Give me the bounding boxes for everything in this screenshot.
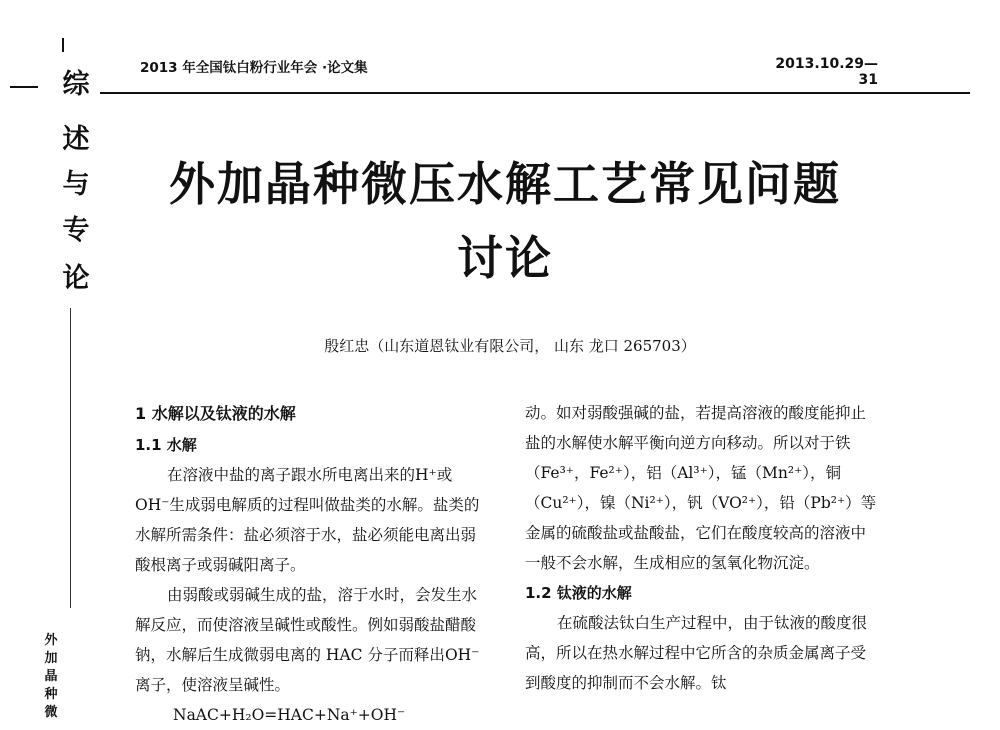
author-affiliation: 殷红忠（山东道恩钛业有限公司， 山东 龙口 265703） bbox=[324, 337, 696, 355]
side-column-char: 专 bbox=[62, 215, 90, 246]
side-article-char: 种 bbox=[44, 687, 58, 702]
left-column bbox=[135, 398, 485, 730]
ion-oh-minus: OH⁻ bbox=[444, 646, 480, 664]
ion-h-plus: H⁺ bbox=[415, 466, 437, 484]
side-article-char: 加 bbox=[44, 651, 58, 666]
side-article-char: 外 bbox=[44, 633, 58, 648]
hydrolysis-equation: NaAC+H₂O=HAC+Na⁺+OH⁻ bbox=[173, 706, 406, 724]
side-vertical-rule bbox=[70, 308, 71, 608]
side-column-char: 论 bbox=[62, 263, 90, 294]
paragraph-text: 生成弱电解质的过程叫做盐类的水解。盐类的水解所需条件：盐必须溶于水，盐必须能电离出弱酸根离子或弱碱阳离子。 bbox=[135, 496, 480, 574]
side-article-char: 晶 bbox=[44, 669, 58, 684]
section-heading: 1 水解以及钛液的水解 bbox=[135, 404, 296, 423]
side-dash-mark bbox=[10, 86, 38, 88]
paragraph: 在硫酸法钛白生产过程中，由于钛液的酸度很高，所以在热水解过程中它所含的杂质金属离子受到酸度的抑制而不会水解。钛 bbox=[525, 614, 868, 692]
side-column-char: 述 bbox=[62, 124, 90, 155]
paragraph-text: 离子，使溶液呈碱性。 bbox=[135, 676, 291, 694]
article-title-line1: 外加晶种微压水解工艺常见问题 bbox=[169, 157, 841, 211]
side-column-char: 与 bbox=[62, 169, 90, 200]
ion-oh-minus: OH⁻ bbox=[135, 496, 170, 514]
header-rule bbox=[100, 92, 970, 94]
paragraph-text: 或 bbox=[436, 466, 453, 484]
right-column bbox=[525, 398, 880, 698]
subsection-heading: 1.1 水解 bbox=[135, 436, 197, 454]
paragraph bbox=[135, 460, 485, 580]
running-header-date: 2013.10.29—31 bbox=[775, 56, 878, 88]
subsection-heading: 1.2 钛液的水解 bbox=[525, 584, 632, 602]
side-tick-mark bbox=[62, 38, 64, 52]
running-header-left: 2013 年全国钛白粉行业年会 ·论文集 bbox=[140, 60, 368, 76]
article-title-line2: 讨论 bbox=[457, 231, 553, 285]
side-column-char: 综 bbox=[62, 69, 90, 100]
paragraph-text: 由弱酸或弱碱生成的盐，溶于水时，会发生水解反应，而使溶液呈碱性或酸性。例如弱酸盐醋酸钠，水解后生成微弱电离的 HAC 分子而释出 bbox=[135, 586, 478, 664]
side-article-char: 微 bbox=[44, 705, 58, 720]
paragraph bbox=[135, 580, 485, 700]
paragraph-text: 在溶液中盐的离子跟水所电离出来的 bbox=[167, 466, 416, 484]
paragraph: 动。如对弱酸强碱的盐，若提高溶液的酸度能抑止盐的水解使水解平衡向逆方向移动。所以对于铁（Fe³⁺，Fe²⁺），铝（Al³⁺），锰（Mn²⁺），铜（Cu²⁺），镍（Ni²⁺），钒（VO²⁺），铅（Pb²⁺）等金属的硫酸盐或盐酸盐，它们在酸度较高的溶液中一般不会水解，生成相应的氢氧化物沉淀。 bbox=[525, 404, 877, 572]
